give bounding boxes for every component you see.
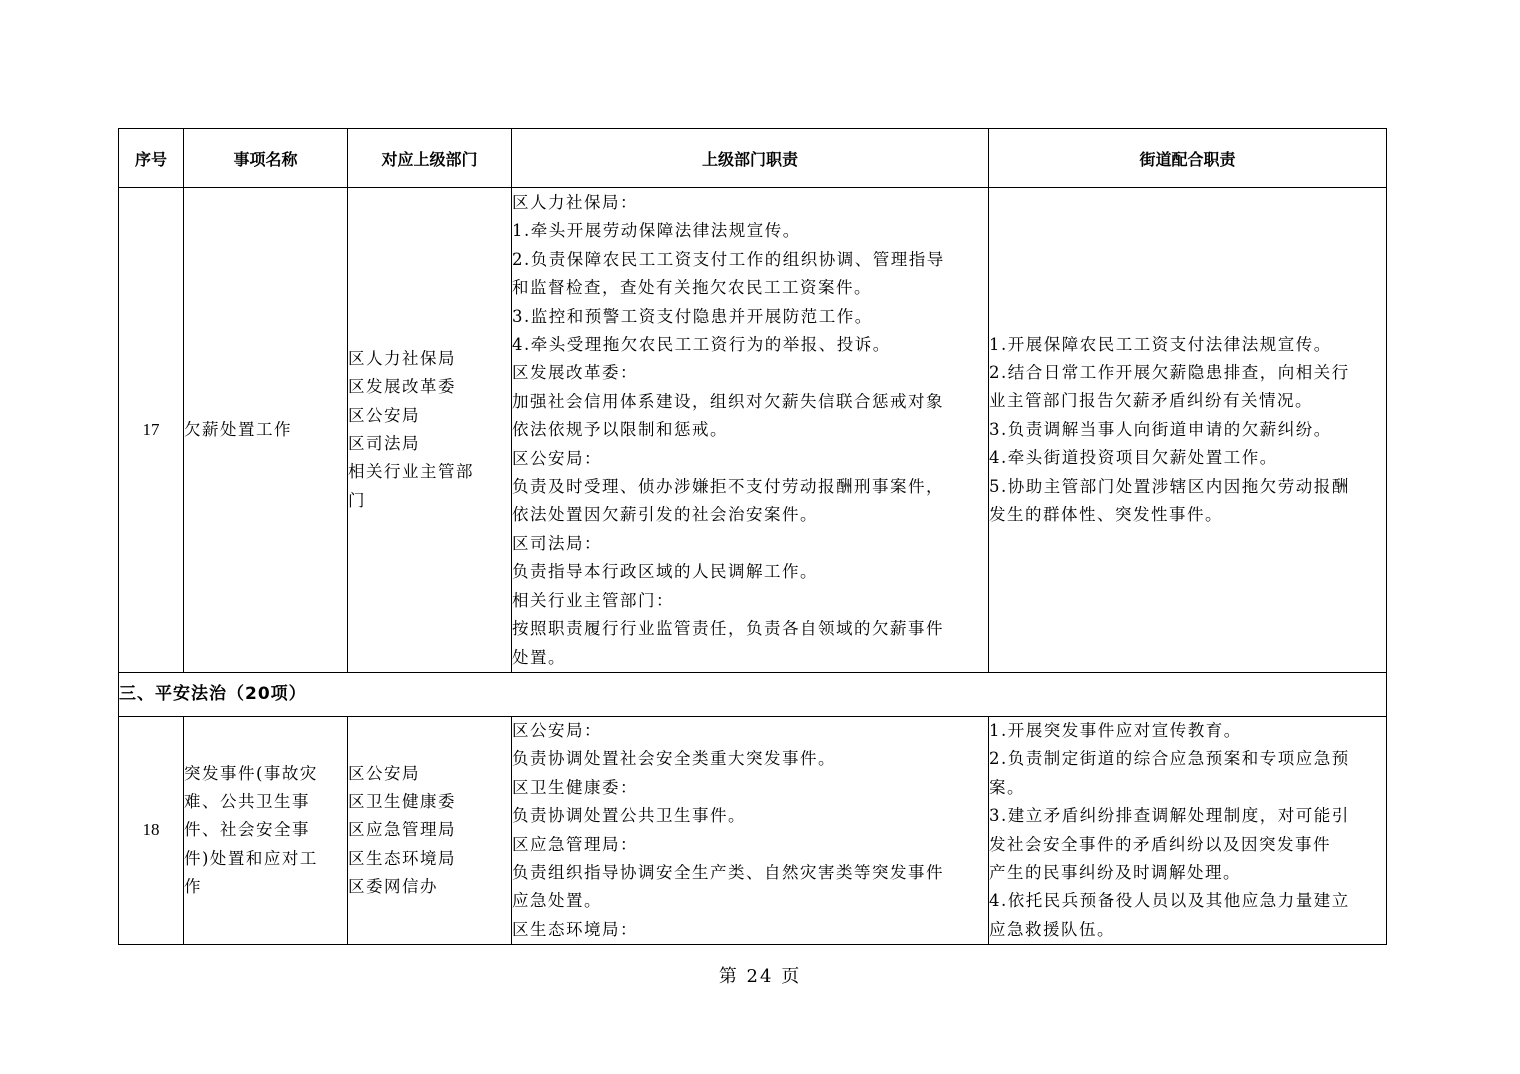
duty-line: 区生态环境局： xyxy=(512,919,638,939)
street-duty-line: 2.负责制定街道的综合应急预案和专项应急预 xyxy=(989,749,1350,769)
dept-line: 区生态环境局 xyxy=(348,848,456,868)
dept-line: 区人力社保局 xyxy=(348,348,456,368)
row-number: 18 xyxy=(119,716,184,944)
duty-line: 区人力社保局： xyxy=(512,193,638,212)
name-line: 件)处置和应对工 xyxy=(184,848,318,868)
street-duty-line: 4.依托民兵预备役人员以及其他应急力量建立 xyxy=(989,891,1350,911)
dept-line: 区公安局 xyxy=(348,763,420,783)
duty-line: 3.监控和预警工资支付隐患并开展防范工作。 xyxy=(512,306,873,326)
name-line: 件、社会安全事 xyxy=(184,820,310,840)
name-line: 突发事件(事故灾 xyxy=(184,763,318,783)
street-duty-line: 发生的群体性、突发性事件。 xyxy=(989,504,1223,524)
street-duty-line: 4.牵头街道投资项目欠薪处置工作。 xyxy=(989,448,1278,468)
dept-line: 区发展改革委 xyxy=(348,377,456,397)
dept-line: 区委网信办 xyxy=(348,877,438,897)
header-item-name: 事项名称 xyxy=(184,129,348,188)
street-duty-line: 业主管部门报告欠薪矛盾纠纷有关情况。 xyxy=(989,391,1313,411)
street-duty-line: 5.协助主管部门处置涉辖区内因拖欠劳动报酬 xyxy=(989,476,1350,496)
street-duty-line: 2.结合日常工作开展欠薪隐患排查，向相关行 xyxy=(989,362,1350,382)
street-duty-line: 1.开展突发事件应对宣传教育。 xyxy=(989,720,1242,740)
duty-line: 依法依规予以限制和惩戒。 xyxy=(512,420,728,440)
duty-line: 2.负责保障农民工工资支付工作的组织协调、管理指导 xyxy=(512,249,945,269)
header-street-duties: 街道配合职责 xyxy=(989,129,1387,188)
street-duty-line: 案。 xyxy=(989,777,1025,797)
responsibility-table xyxy=(118,128,1387,945)
duty-line: 相关行业主管部门： xyxy=(512,590,674,610)
section-title: 三、平安法治（20项） xyxy=(119,672,1387,716)
dept-line: 区公安局 xyxy=(348,405,420,425)
street-duty-line: 应急救援队伍。 xyxy=(989,919,1115,939)
duty-line: 负责指导本行政区域的人民调解工作。 xyxy=(512,562,818,582)
duty-line: 区司法局： xyxy=(512,533,602,553)
superior-depts xyxy=(348,188,512,673)
duty-line: 区发展改革委： xyxy=(512,363,638,383)
page-suffix: 页 xyxy=(781,966,802,987)
header-superior-duties: 上级部门职责 xyxy=(512,129,989,188)
duty-line: 区公安局： xyxy=(512,448,602,468)
name-line: 难、公共卫生事 xyxy=(184,791,310,811)
duty-line: 加强社会信用体系建设，组织对欠薪失信联合惩戒对象 xyxy=(512,391,944,411)
table-header-row xyxy=(119,129,1387,188)
page-prefix: 第 xyxy=(718,966,739,987)
street-duties xyxy=(989,716,1387,944)
street-duty-line: 产生的民事纠纷及时调解处理。 xyxy=(989,862,1241,882)
duty-line: 负责协调处置社会安全类重大突发事件。 xyxy=(512,749,836,769)
street-duty-line: 发社会安全事件的矛盾纠纷以及因突发事件 xyxy=(989,834,1331,854)
duty-line: 4.牵头受理拖欠农民工工资行为的举报、投诉。 xyxy=(512,335,891,355)
duty-line: 负责协调处置公共卫生事件。 xyxy=(512,806,746,826)
duty-line: 和监督检查，查处有关拖欠农民工工资案件。 xyxy=(512,278,872,298)
header-superior-dept: 对应上级部门 xyxy=(348,129,512,188)
superior-depts xyxy=(348,716,512,944)
street-duty-line: 3.负责调解当事人向街道申请的欠薪纠纷。 xyxy=(989,419,1332,439)
row-number: 17 xyxy=(119,188,184,673)
street-duties xyxy=(989,188,1387,673)
duty-line: 负责及时受理、侦办涉嫌拒不支付劳动报酬刑事案件， xyxy=(512,477,944,497)
duty-line: 1.牵头开展劳动保障法律法规宣传。 xyxy=(512,221,801,241)
superior-duties xyxy=(512,716,989,944)
street-duty-line: 3.建立矛盾纠纷排查调解处理制度，对可能引 xyxy=(989,806,1350,826)
duty-line: 负责组织指导协调安全生产类、自然灾害类等突发事件 xyxy=(512,862,944,882)
item-name: 欠薪处置工作 xyxy=(184,188,348,673)
dept-line: 门 xyxy=(348,490,366,510)
duty-line: 处置。 xyxy=(512,647,566,667)
item-name xyxy=(184,716,348,944)
duty-line: 依法处置因欠薪引发的社会治安案件。 xyxy=(512,505,818,525)
dept-line: 相关行业主管部 xyxy=(348,462,474,482)
superior-duties xyxy=(512,188,989,673)
dept-line: 区应急管理局 xyxy=(348,820,456,840)
duty-line: 应急处置。 xyxy=(512,891,602,911)
header-seq: 序号 xyxy=(119,129,184,188)
table-row xyxy=(119,188,1387,673)
duty-line: 区卫生健康委： xyxy=(512,777,638,797)
dept-line: 区卫生健康委 xyxy=(348,791,456,811)
duty-line: 按照职责履行行业监管责任，负责各自领域的欠薪事件 xyxy=(512,619,944,639)
page-number: 24 xyxy=(746,966,774,987)
table-row xyxy=(119,716,1387,944)
name-line: 作 xyxy=(184,877,202,897)
section-row xyxy=(119,672,1387,716)
duty-line: 区公安局： xyxy=(512,720,602,740)
dept-line: 区司法局 xyxy=(348,433,420,453)
street-duty-line: 1.开展保障农民工工资支付法律法规宣传。 xyxy=(989,334,1332,354)
page-footer xyxy=(0,962,1520,988)
duty-line: 区应急管理局： xyxy=(512,834,638,854)
